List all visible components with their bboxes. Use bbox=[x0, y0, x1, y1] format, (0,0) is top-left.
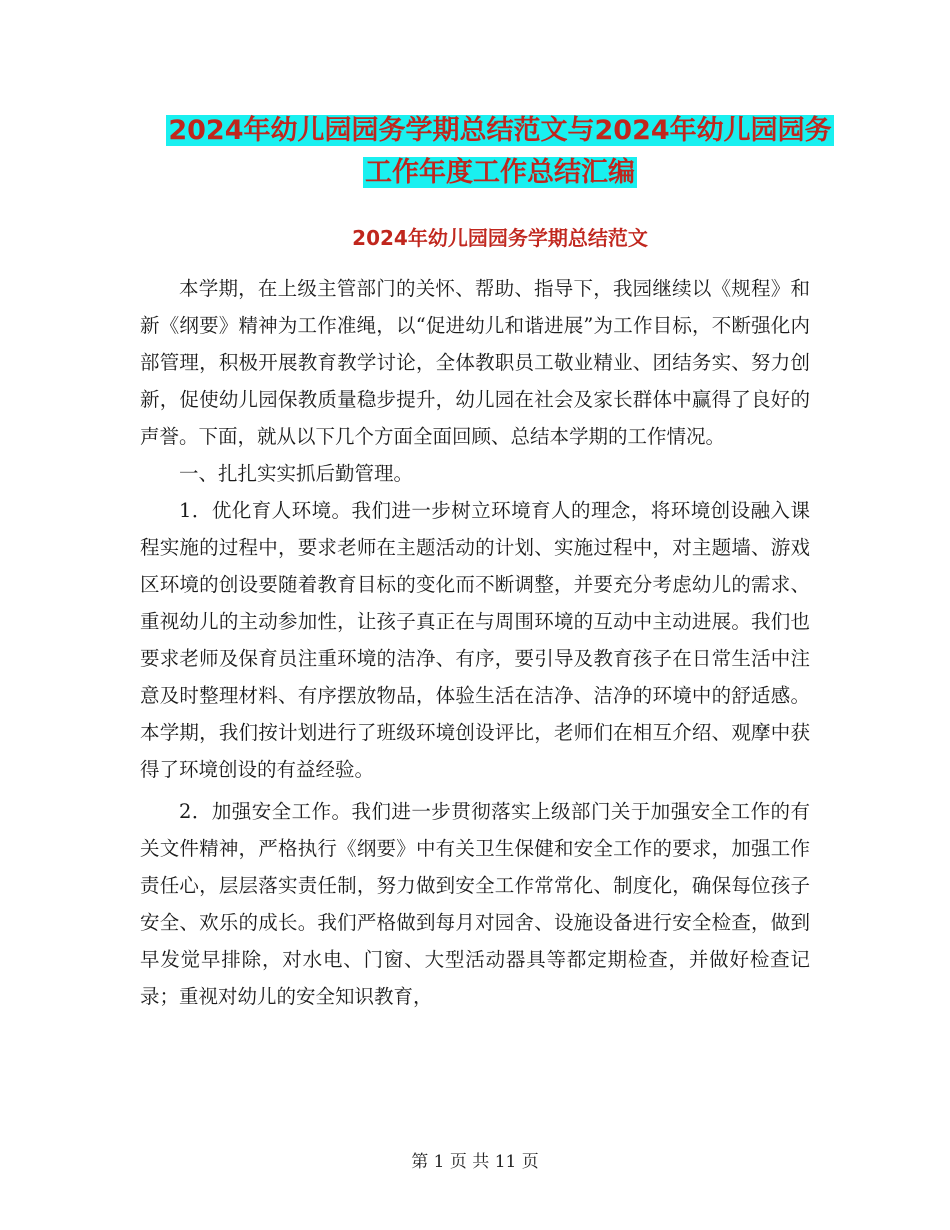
document-title-line-2 bbox=[120, 155, 880, 191]
document-body bbox=[140, 270, 810, 1015]
section-title: 2024年幼儿园园务学期总结范文 bbox=[352, 226, 648, 250]
paragraph-item-2: 2．加强安全工作。我们进一步贯彻落实上级部门关于加强安全工作的有关文件精神，严格执行《纲要》中有关卫生保健和安全工作的要求，加强工作责任心，层层落实责任制，努力做到安全工作常常化、制度化，确保每位孩子安全、欢乐的成长。我们严格做到每月对园舍、设施设备进行安全检查，做到早发觉早排除，对水电、门窗、大型活动器具等都定期检查，并做好检查记录；重视对幼儿的安全知识教育， bbox=[140, 800, 810, 1008]
paragraph-intro: 本学期，在上级主管部门的关怀、帮助、指导下，我园继续以《规程》和新《纲要》精神为工作准绳，以“促进幼儿和谐进展”为工作目标，不断强化内部管理，积极开展教育教学讨论，全体教职员工敬业精业、团结务实、努力创新，促使幼儿园保教质量稳步提升，幼儿园在社会及家长群体中赢得了良好的声誉。下面，就从以下几个方面全面回顾、总结本学期的工作情况。 bbox=[140, 277, 810, 448]
paragraph-heading-1: 一、扎扎实实抓后勤管理。 bbox=[179, 462, 414, 485]
page-number-footer: 第 1 页 共 11 页 bbox=[411, 1152, 539, 1172]
title-highlight-1: 2024年幼儿园园务学期总结范文与2024年幼儿园园务 bbox=[168, 115, 832, 146]
title-highlight-2: 工作年度工作总结汇编 bbox=[365, 157, 635, 188]
paragraph-item-1: 1．优化育人环境。我们进一步树立环境育人的理念，将环境创设融入课程实施的过程中，要求老师在主题活动的计划、实施过程中，对主题墙、游戏区环境的创设要随着教育目标的变化而不断调整，并要充分考虑幼儿的需求、重视幼儿的主动参加性，让孩子真正在与周围环境的互动中主动进展。我们也要求老师及保育员注重环境的洁净、有序，要引导及教育孩子在日常生活中注意及时整理材料、有序摆放物品，体验生活在洁净、洁净的环境中的舒适感。本学期，我们按计划进行了班级环境创设评比，老师们在相互介绍、观摩中获得了环境创设的有益经验。 bbox=[140, 499, 810, 781]
document-title-line-1 bbox=[120, 113, 880, 149]
